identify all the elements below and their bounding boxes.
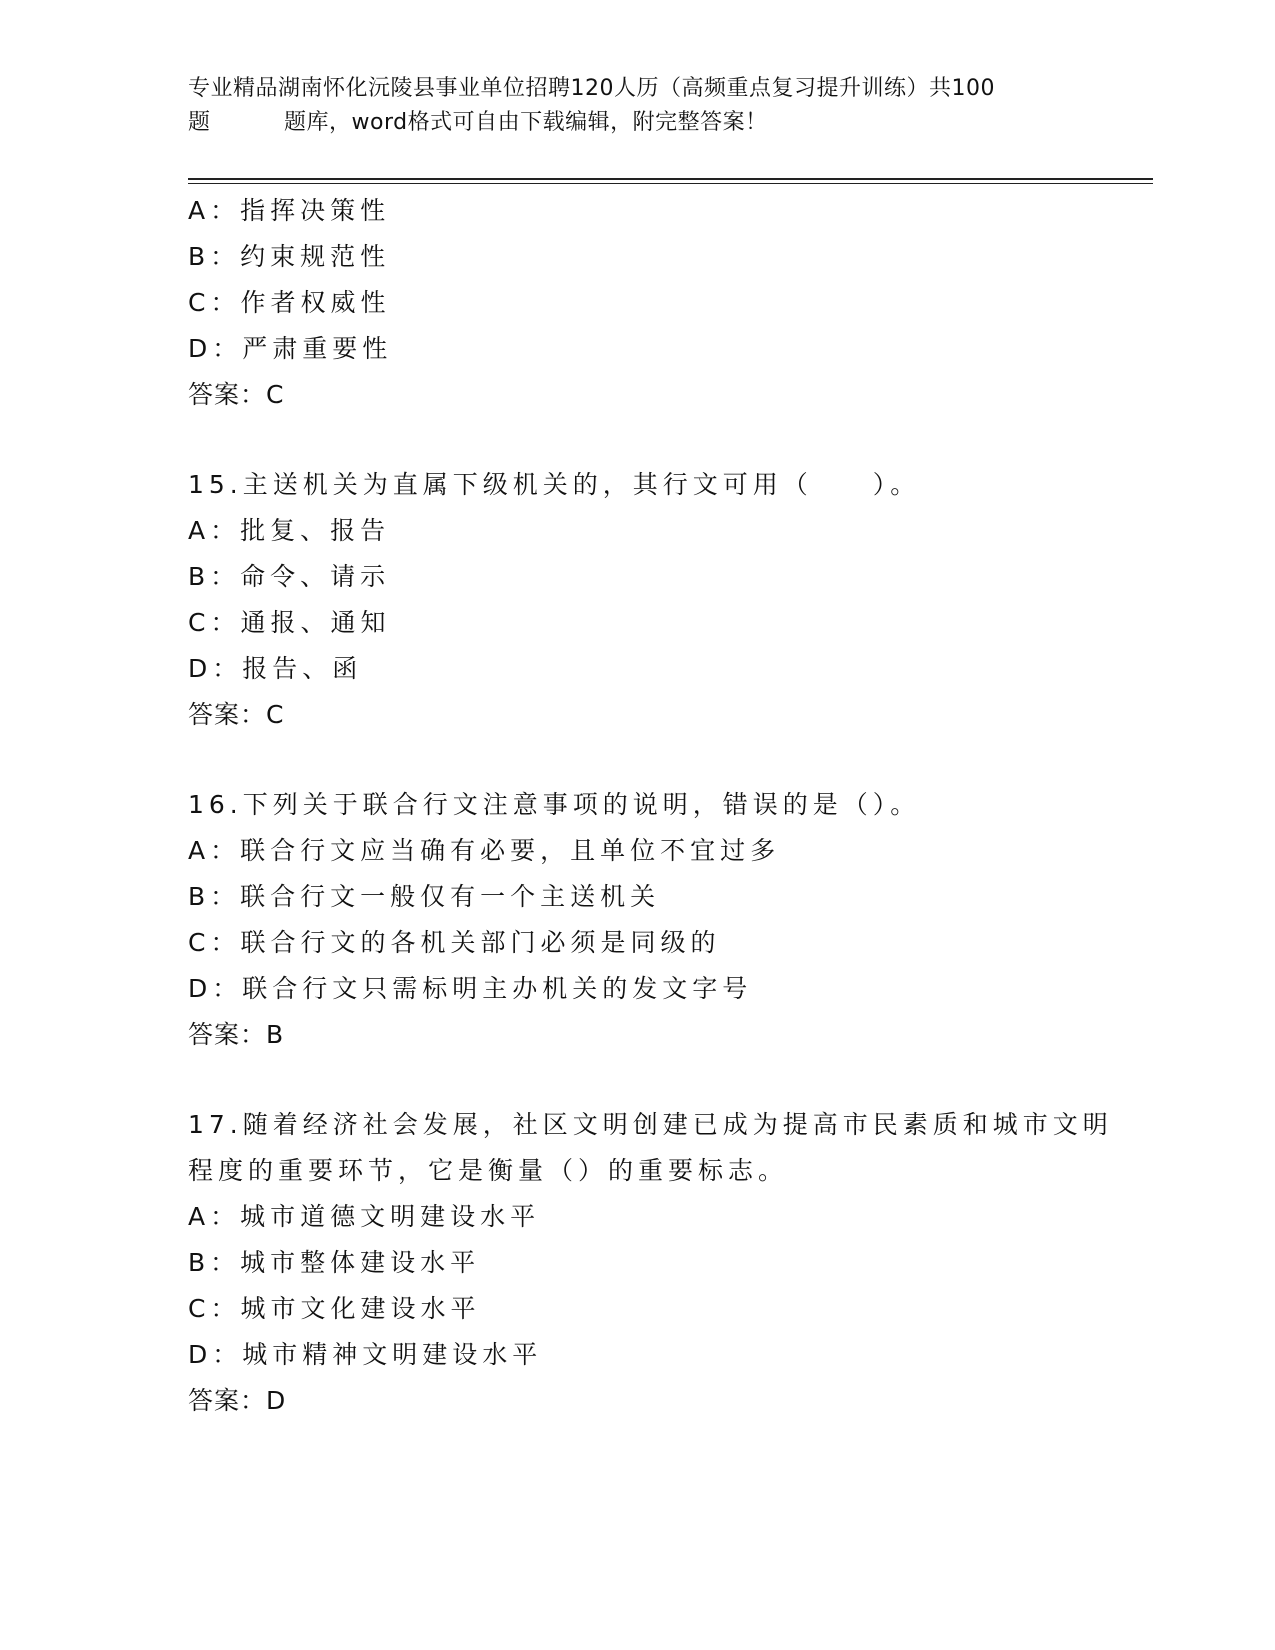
question-17 xyxy=(188,1102,1113,1424)
option-d: D：严肃重要性 xyxy=(188,334,393,363)
question-content xyxy=(188,188,1113,1424)
header-line-1: 专业精品湖南怀化沅陵县事业单位招聘120人历（高频重点复习提升训练）共100 xyxy=(188,76,995,101)
option-d: D：报告、函 xyxy=(188,654,363,683)
header-line-2-first: 题 xyxy=(188,110,211,135)
question-stem-line-2: 程度的重要环节，它是衡量（）的重要标志。 xyxy=(188,1156,789,1185)
option-b: B：命令、请示 xyxy=(188,562,391,591)
header-divider-thick xyxy=(188,178,1153,180)
header-line-2 xyxy=(188,106,1088,140)
question-16 xyxy=(188,782,1088,1058)
option-a: A：城市道德文明建设水平 xyxy=(188,1202,541,1231)
spacer xyxy=(188,418,1088,462)
answer: 答案：B xyxy=(188,1020,285,1049)
option-c: C：通报、通知 xyxy=(188,608,391,637)
answer: 答案：C xyxy=(188,380,285,409)
document-header xyxy=(188,72,1088,140)
option-c: C：联合行文的各机关部门必须是同级的 xyxy=(188,928,721,957)
option-b: B：约束规范性 xyxy=(188,242,391,271)
answer: 答案：C xyxy=(188,700,285,729)
option-a: A：指挥决策性 xyxy=(188,196,391,225)
option-c: C：城市文化建设水平 xyxy=(188,1294,481,1323)
question-stem: 15.主送机关为直属下级机关的，其行文可用（ ）。 xyxy=(188,470,921,499)
option-c: C：作者权威性 xyxy=(188,288,391,317)
option-d: D：联合行文只需标明主办机关的发文字号 xyxy=(188,974,753,1003)
question-15 xyxy=(188,462,1088,738)
question-stem: 16.下列关于联合行文注意事项的说明，错误的是（）。 xyxy=(188,790,921,819)
option-b: B：联合行文一般仅有一个主送机关 xyxy=(188,882,661,911)
spacer xyxy=(188,1058,1088,1102)
question-stem-line-1: 17.随着经济社会发展，社区文明创建已成为提高市民素质和城市文明 xyxy=(188,1110,1113,1139)
header-divider-thin xyxy=(188,183,1153,184)
header-line-2-rest: 题库，word格式可自由下载编辑，附完整答案！ xyxy=(284,110,768,135)
answer: 答案：D xyxy=(188,1386,287,1415)
option-d: D：城市精神文明建设水平 xyxy=(188,1340,543,1369)
option-b: B：城市整体建设水平 xyxy=(188,1248,481,1277)
question-14 xyxy=(188,188,1088,418)
option-a: A：批复、报告 xyxy=(188,516,391,545)
spacer xyxy=(188,738,1088,782)
option-a: A：联合行文应当确有必要，且单位不宜过多 xyxy=(188,836,781,865)
